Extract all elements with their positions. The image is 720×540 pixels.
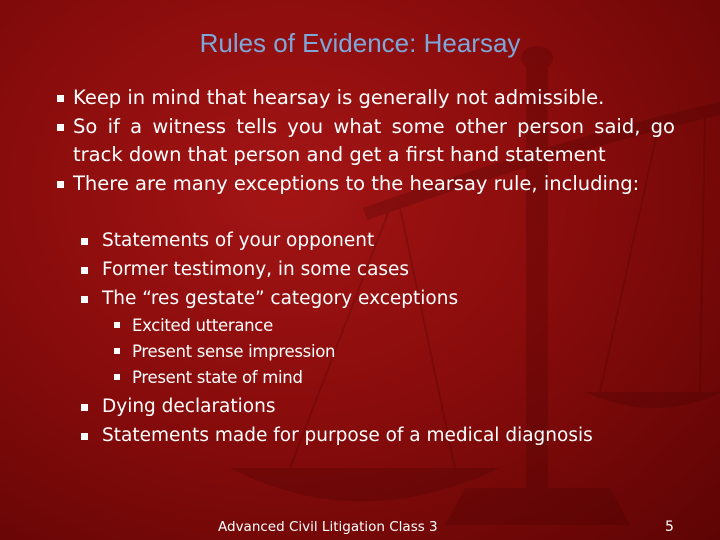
list-item xyxy=(81,227,641,255)
footer-text: Advanced Civil Litigation Class 3 xyxy=(218,519,438,535)
bullet-text: Statements of your opponent xyxy=(102,230,375,251)
bullet-text: Former testimony, in some cases xyxy=(102,259,410,280)
bullet-text: Present sense impression xyxy=(132,342,336,361)
square-bullet-icon xyxy=(81,404,88,411)
list-item xyxy=(114,313,273,339)
bullet-text: There are many exceptions to the hearsay rule, including: xyxy=(73,172,640,195)
list-item xyxy=(114,365,303,391)
bullet-text: So if a witness tells you what some other person said, go track down that person and get a first hand statement xyxy=(73,115,675,166)
square-bullet-icon xyxy=(114,322,120,328)
list-item xyxy=(81,285,641,313)
bullet-text: The “res gestate” category exceptions xyxy=(102,288,459,309)
square-bullet-icon xyxy=(114,374,120,380)
bullet-text: Keep in mind that hearsay is generally not admissible. xyxy=(73,86,605,109)
bullet-text: Statements made for purpose of a medical diagnosis xyxy=(102,425,593,446)
square-bullet-icon xyxy=(81,296,88,303)
square-bullet-icon xyxy=(57,124,64,131)
bullet-text: Present state of mind xyxy=(132,368,303,387)
list-item xyxy=(114,339,335,365)
list-item xyxy=(81,256,641,284)
square-bullet-icon xyxy=(57,181,64,188)
square-bullet-icon xyxy=(114,348,120,354)
list-item xyxy=(81,422,641,450)
square-bullet-icon xyxy=(81,267,88,274)
list-item xyxy=(57,84,675,112)
square-bullet-icon xyxy=(81,238,88,245)
bullet-text: Dying declarations xyxy=(102,396,276,417)
list-item xyxy=(57,113,675,169)
list-item xyxy=(81,393,641,421)
bullet-text: Excited utterance xyxy=(132,316,273,335)
square-bullet-icon xyxy=(57,95,64,102)
page-number: 5 xyxy=(665,519,674,535)
square-bullet-icon xyxy=(81,433,88,440)
list-item xyxy=(57,170,675,198)
slide-title: Rules of Evidence: Hearsay xyxy=(199,28,521,58)
